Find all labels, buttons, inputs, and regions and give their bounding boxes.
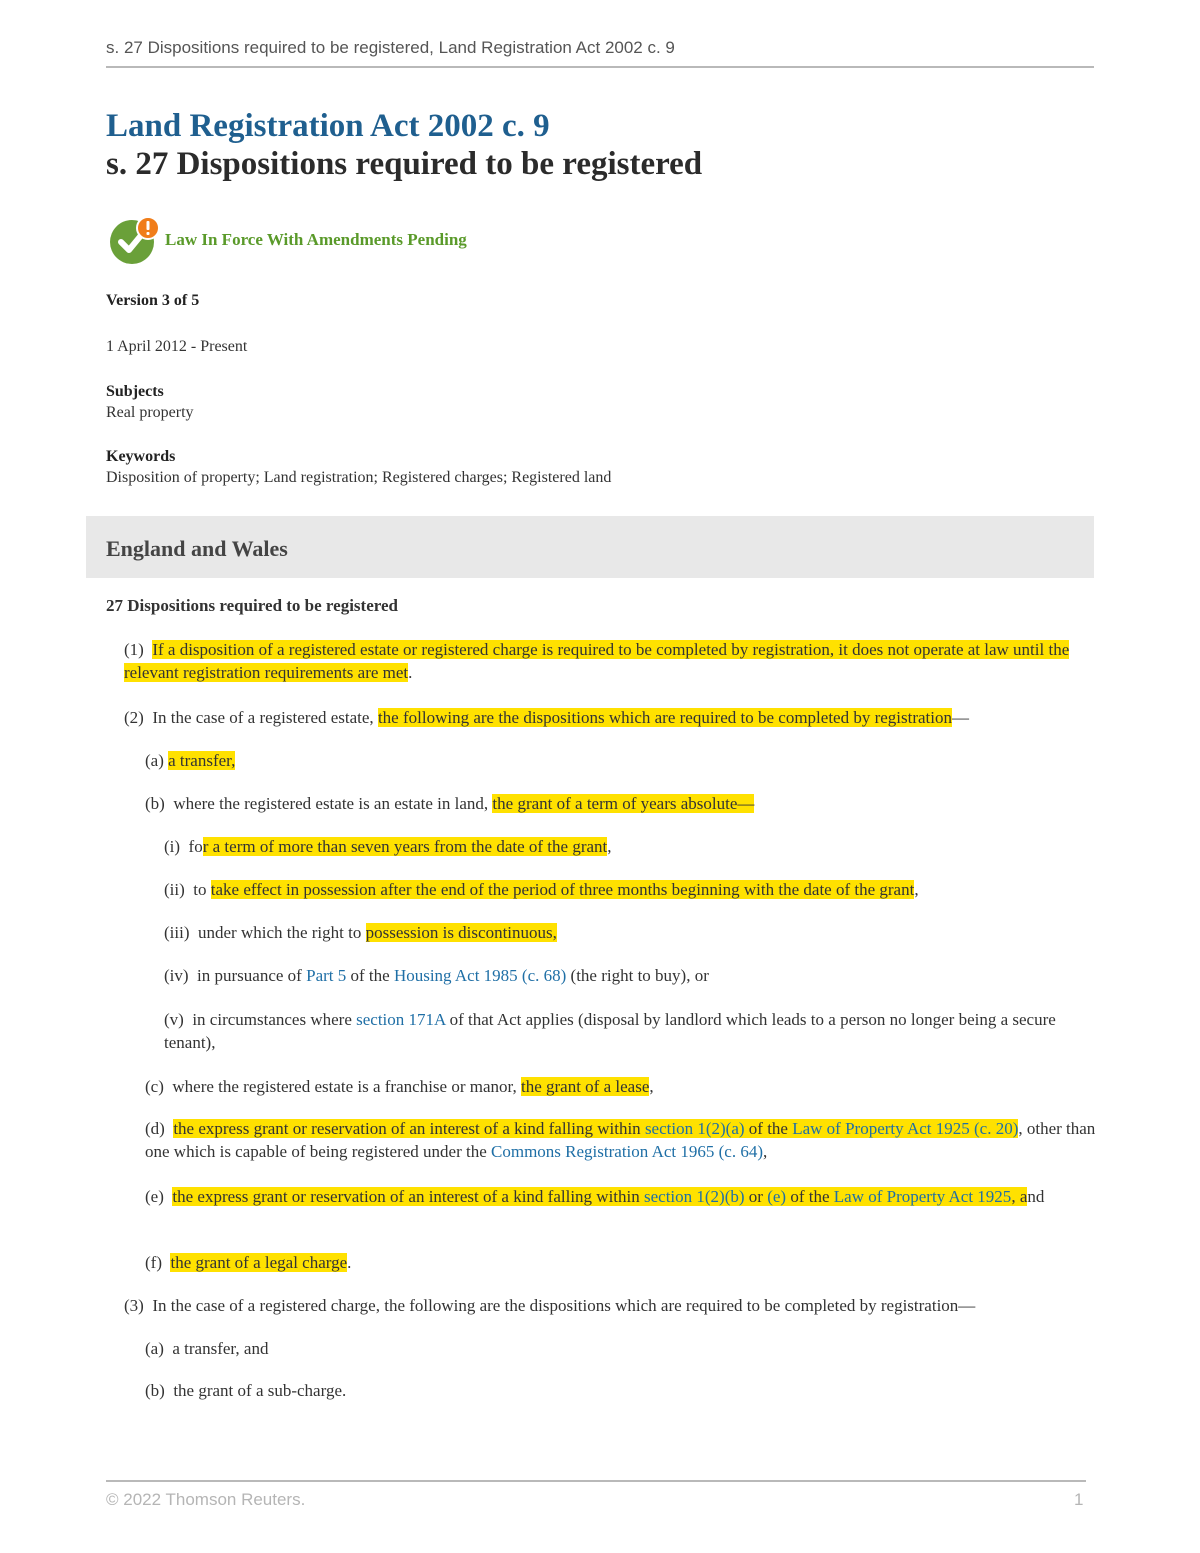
highlight: r a term of more than seven years from the date of the grant	[202, 837, 608, 856]
status-label: Law In Force With Amendments Pending	[165, 230, 467, 249]
subjects-value: Real property	[106, 404, 194, 421]
page-number: 1	[1074, 1490, 1084, 1509]
highlight: the grant of a term of years absolute—	[492, 794, 755, 813]
highlight: possession is discontinuous,	[365, 923, 557, 942]
highlight: the express grant or reservation of an interest of a kind falling within section 1(2)(a) of the Law of Property Act 1925 (c. 20)	[173, 1119, 1019, 1138]
provision-heading: 27 Dispositions required to be registered	[106, 596, 398, 615]
copyright: © 2022 Thomson Reuters.	[106, 1490, 306, 1509]
paragraph-3b: (b) the grant of a sub-charge.	[145, 1381, 347, 1400]
jurisdiction-bar	[86, 516, 1094, 578]
subparagraph-2b-v: (v) in circumstances where section 171A of that Act applies (disposal by landlord which leads to a person no longer being a secure tenant),	[164, 1010, 1056, 1052]
link-section-1-2-a[interactable]: section 1(2)(a)	[644, 1119, 745, 1138]
check-with-alert-icon	[108, 216, 160, 266]
link-commons-registration-act-1965[interactable]: Commons Registration Act 1965 (c. 64)	[491, 1142, 763, 1161]
jurisdiction-heading: England and Wales	[106, 536, 288, 561]
subsection-1: (1) If a disposition of a registered estate or registered charge is required to be completed by registration, it does not operate at law until the relevant registration requirements are met.	[124, 640, 1070, 682]
date-range: 1 April 2012 - Present	[106, 338, 248, 355]
subparagraph-2b-iv: (iv) in pursuance of Part 5 of the Housing Act 1985 (c. 68) (the right to buy), or	[164, 966, 709, 985]
highlight: the following are the dispositions which are required to be completed by registration	[377, 708, 953, 727]
highlight: take effect in possession after the end of the period of three months beginning with the date of the grant	[210, 880, 915, 899]
paragraph-2b: (b) where the registered estate is an estate in land, the grant of a term of years absolute—	[145, 794, 755, 813]
version-label: Version 3 of 5	[106, 292, 200, 309]
link-section-1-2-e[interactable]: (e)	[767, 1187, 787, 1206]
link-law-of-property-act-1925[interactable]: Law of Property Act 1925	[833, 1187, 1012, 1206]
running-title: s. 27 Dispositions required to be registered, Land Registration Act 2002 c. 9	[106, 38, 675, 57]
section-title: s. 27 Dispositions required to be registered	[106, 146, 703, 182]
link-section-1-2-b[interactable]: section 1(2)(b)	[643, 1187, 745, 1206]
subparagraph-2b-i: (i) for a term of more than seven years from the date of the grant,	[164, 837, 612, 856]
subsection-2: (2) In the case of a registered estate, the following are the dispositions which are required to be completed by registration—	[124, 708, 970, 727]
header-rule	[106, 66, 1094, 68]
subjects-label: Subjects	[106, 383, 164, 400]
highlight: the grant of a legal charge	[170, 1253, 348, 1272]
link-housing-act-1985[interactable]: Housing Act 1985 (c. 68)	[393, 966, 567, 985]
act-title: Land Registration Act 2002 c. 9	[106, 108, 550, 144]
link-law-of-property-act-1925[interactable]: Law of Property Act 1925 (c. 20)	[792, 1119, 1019, 1138]
highlight: the express grant or reservation of an interest of a kind falling within section 1(2)(b) or (e) of the Law of Property Act 1925, a	[172, 1187, 1028, 1206]
link-section-171a[interactable]: section 171A	[356, 1010, 446, 1029]
paragraph-2c: (c) where the registered estate is a franchise or manor, the grant of a lease,	[145, 1077, 654, 1096]
paragraph-3a: (a) a transfer, and	[145, 1339, 269, 1358]
highlight: a transfer,	[168, 751, 236, 770]
subparagraph-2b-iii: (iii) under which the right to possession is discontinuous,	[164, 923, 557, 942]
subparagraph-2b-ii: (ii) to take effect in possession after the end of the period of three months beginning with the date of the grant,	[164, 880, 919, 899]
paragraph-2e: (e) the express grant or reservation of an interest of a kind falling within section 1(2)(b) or (e) of the Law of Property Act 1925, and	[145, 1187, 1045, 1206]
highlight: the grant of a lease	[520, 1077, 650, 1096]
highlight: If a disposition of a registered estate or registered charge is required to be completed by registration, it does not operate at law until the relevant registration requirements are met	[124, 640, 1070, 682]
subsection-3: (3) In the case of a registered charge, the following are the dispositions which are required to be completed by registration—	[124, 1296, 976, 1315]
keywords-value: Disposition of property; Land registration; Registered charges; Registered land	[106, 469, 612, 486]
paragraph-2a: (a) a transfer,	[145, 751, 236, 770]
keywords-label: Keywords	[106, 448, 176, 465]
paragraph-2d: (d) the express grant or reservation of an interest of a kind falling within section 1(2)(a) of the Law of Property Act 1925 (c. 20), other than one which is capable of being registered under the Commons Registration Act 1965 (c. 64),	[145, 1119, 1096, 1161]
paragraph-2f: (f) the grant of a legal charge.	[145, 1253, 352, 1272]
link-part-5[interactable]: Part 5	[306, 966, 347, 985]
footer-rule	[106, 1480, 1086, 1482]
